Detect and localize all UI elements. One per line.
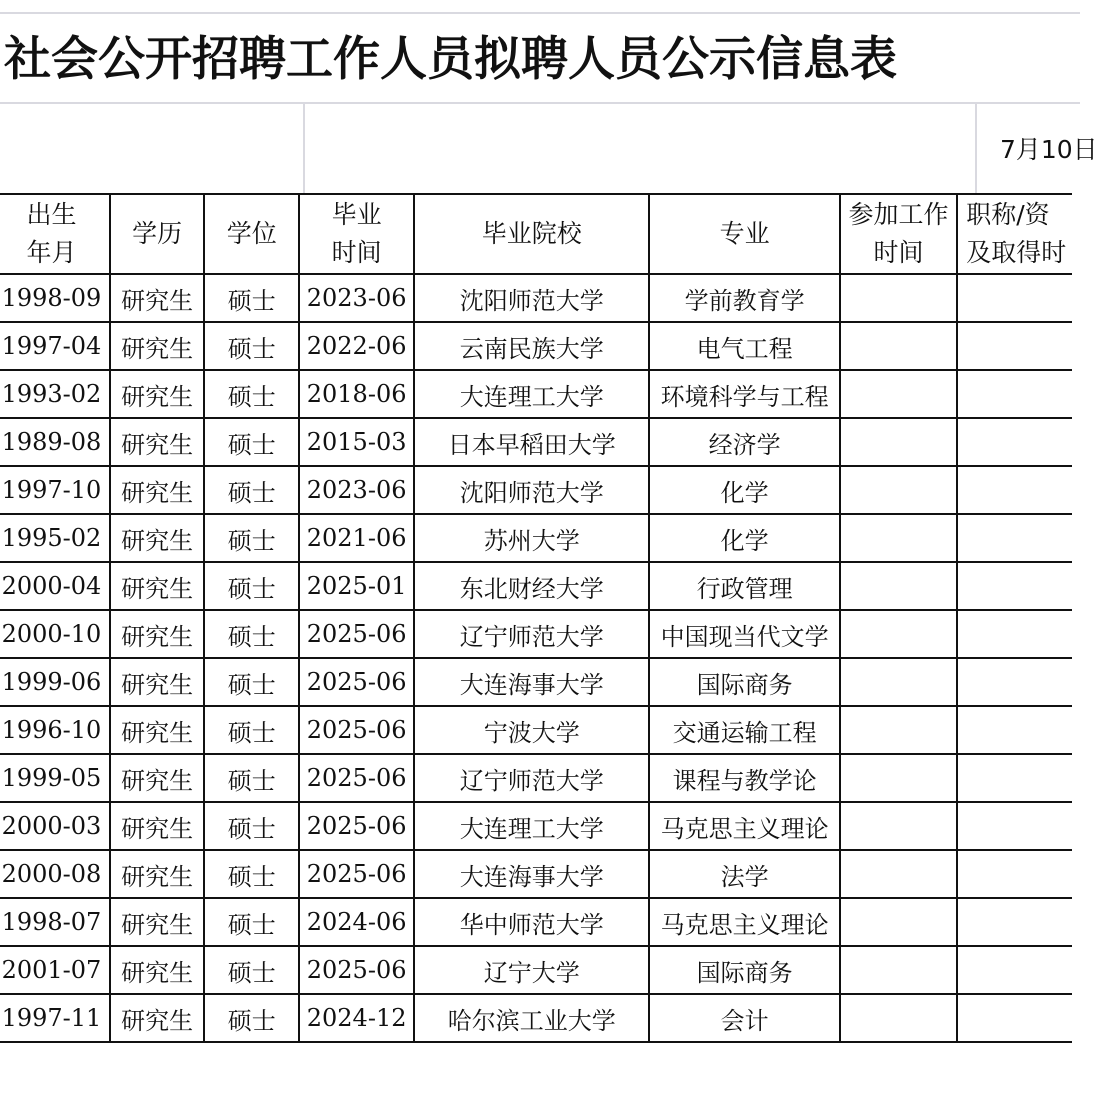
cell-birth: 1999-06	[0, 658, 110, 706]
cell-birth: 1997-04	[0, 322, 110, 370]
cell-birth: 1989-08	[0, 418, 110, 466]
cell-birth: 1993-02	[0, 370, 110, 418]
cell-birth: 2000-10	[0, 610, 110, 658]
cell-title-cert	[957, 802, 1072, 850]
cell-education: 研究生	[110, 802, 205, 850]
cell-school: 辽宁师范大学	[414, 754, 649, 802]
column-header-graduation: 毕业 时间	[299, 194, 414, 274]
cell-degree: 硕士	[204, 946, 299, 994]
cell-education: 研究生	[110, 562, 205, 610]
cell-graduation: 2025-06	[299, 706, 414, 754]
cell-education: 研究生	[110, 850, 205, 898]
table-row	[0, 466, 1072, 514]
cell-major: 经济学	[649, 418, 840, 466]
cell-education: 研究生	[110, 514, 205, 562]
cell-work-start	[840, 610, 957, 658]
cell-graduation: 2022-06	[299, 322, 414, 370]
cell-work-start	[840, 274, 957, 322]
cell-title-cert	[957, 562, 1072, 610]
cell-graduation: 2021-06	[299, 514, 414, 562]
table-row	[0, 754, 1072, 802]
cell-education: 研究生	[110, 610, 205, 658]
cell-school: 大连理工大学	[414, 802, 649, 850]
cell-title-cert	[957, 754, 1072, 802]
cell-title-cert	[957, 706, 1072, 754]
cell-degree: 硕士	[204, 322, 299, 370]
cell-major: 电气工程	[649, 322, 840, 370]
table-row	[0, 898, 1072, 946]
cell-work-start	[840, 706, 957, 754]
cell-work-start	[840, 994, 957, 1042]
cell-school: 华中师范大学	[414, 898, 649, 946]
cell-graduation: 2023-06	[299, 274, 414, 322]
cell-work-start	[840, 370, 957, 418]
cell-work-start	[840, 322, 957, 370]
cell-graduation: 2025-06	[299, 658, 414, 706]
cell-birth: 1995-02	[0, 514, 110, 562]
table-row	[0, 850, 1072, 898]
cell-education: 研究生	[110, 706, 205, 754]
cell-title-cert	[957, 370, 1072, 418]
cell-title-cert	[957, 466, 1072, 514]
cell-school: 辽宁师范大学	[414, 610, 649, 658]
cell-title-cert	[957, 850, 1072, 898]
cell-school: 苏州大学	[414, 514, 649, 562]
cell-birth: 1999-05	[0, 754, 110, 802]
cell-title-cert	[957, 610, 1072, 658]
cell-school: 沈阳师范大学	[414, 466, 649, 514]
cell-birth: 1997-11	[0, 994, 110, 1042]
cell-major: 中国现当代文学	[649, 610, 840, 658]
cell-degree: 硕士	[204, 706, 299, 754]
cell-major: 国际商务	[649, 658, 840, 706]
cell-education: 研究生	[110, 370, 205, 418]
cell-degree: 硕士	[204, 658, 299, 706]
cell-graduation: 2025-01	[299, 562, 414, 610]
cell-school: 云南民族大学	[414, 322, 649, 370]
cell-major: 法学	[649, 850, 840, 898]
table-row	[0, 802, 1072, 850]
cell-work-start	[840, 466, 957, 514]
cell-birth: 1998-09	[0, 274, 110, 322]
cell-graduation: 2024-06	[299, 898, 414, 946]
cell-graduation: 2023-06	[299, 466, 414, 514]
cell-work-start	[840, 850, 957, 898]
cell-graduation: 2015-03	[299, 418, 414, 466]
cell-degree: 硕士	[204, 994, 299, 1042]
cell-education: 研究生	[110, 946, 205, 994]
cell-major: 马克思主义理论	[649, 898, 840, 946]
column-header-work-start: 参加工作 时间	[840, 194, 957, 274]
cell-graduation: 2025-06	[299, 610, 414, 658]
column-header-major: 专业	[649, 194, 840, 274]
cell-graduation: 2025-06	[299, 850, 414, 898]
cell-birth: 1997-10	[0, 466, 110, 514]
table-row	[0, 610, 1072, 658]
band-divider	[975, 102, 977, 194]
cell-work-start	[840, 514, 957, 562]
cell-major: 化学	[649, 466, 840, 514]
cell-school: 哈尔滨工业大学	[414, 994, 649, 1042]
cell-education: 研究生	[110, 994, 205, 1042]
cell-birth: 2001-07	[0, 946, 110, 994]
cell-school: 大连海事大学	[414, 850, 649, 898]
cell-birth: 2000-04	[0, 562, 110, 610]
cell-school: 大连海事大学	[414, 658, 649, 706]
cell-school: 宁波大学	[414, 706, 649, 754]
cell-education: 研究生	[110, 418, 205, 466]
cell-work-start	[840, 562, 957, 610]
candidate-table	[0, 193, 1072, 1043]
cell-work-start	[840, 418, 957, 466]
cell-major: 交通运输工程	[649, 706, 840, 754]
table-row	[0, 562, 1072, 610]
cell-title-cert	[957, 994, 1072, 1042]
table-row	[0, 946, 1072, 994]
cell-education: 研究生	[110, 658, 205, 706]
cell-graduation: 2025-06	[299, 754, 414, 802]
cell-degree: 硕士	[204, 610, 299, 658]
cell-birth: 2000-08	[0, 850, 110, 898]
cell-degree: 硕士	[204, 802, 299, 850]
cell-work-start	[840, 946, 957, 994]
table-row	[0, 994, 1072, 1042]
cell-graduation: 2018-06	[299, 370, 414, 418]
cell-work-start	[840, 802, 957, 850]
cell-major: 国际商务	[649, 946, 840, 994]
table-row	[0, 706, 1072, 754]
cell-degree: 硕士	[204, 898, 299, 946]
cell-major: 马克思主义理论	[649, 802, 840, 850]
top-divider	[0, 12, 1080, 14]
cell-school: 大连理工大学	[414, 370, 649, 418]
cell-degree: 硕士	[204, 466, 299, 514]
cell-work-start	[840, 898, 957, 946]
column-header-education: 学历	[110, 194, 205, 274]
cell-degree: 硕士	[204, 754, 299, 802]
cell-title-cert	[957, 274, 1072, 322]
cell-education: 研究生	[110, 466, 205, 514]
column-header-degree: 学位	[204, 194, 299, 274]
announcement-date: 7月10日	[1000, 135, 1098, 164]
table-header-row	[0, 194, 1072, 274]
cell-birth: 2000-03	[0, 802, 110, 850]
cell-education: 研究生	[110, 274, 205, 322]
cell-title-cert	[957, 514, 1072, 562]
column-header-birth: 出生 年月	[0, 194, 110, 274]
cell-work-start	[840, 658, 957, 706]
cell-major: 学前教育学	[649, 274, 840, 322]
cell-birth: 1996-10	[0, 706, 110, 754]
cell-major: 课程与教学论	[649, 754, 840, 802]
cell-birth: 1998-07	[0, 898, 110, 946]
table-row	[0, 514, 1072, 562]
table-row	[0, 274, 1072, 322]
table-row	[0, 658, 1072, 706]
page-title: 社会公开招聘工作人员拟聘人员公示信息表	[4, 32, 897, 87]
cell-degree: 硕士	[204, 274, 299, 322]
cell-title-cert	[957, 658, 1072, 706]
cell-degree: 硕士	[204, 850, 299, 898]
table-row	[0, 418, 1072, 466]
cell-title-cert	[957, 322, 1072, 370]
cell-education: 研究生	[110, 754, 205, 802]
band-divider	[303, 102, 305, 194]
cell-graduation: 2025-06	[299, 946, 414, 994]
column-header-title-cert: 职称/资 及取得时	[957, 194, 1072, 274]
cell-school: 东北财经大学	[414, 562, 649, 610]
cell-degree: 硕士	[204, 514, 299, 562]
title-divider	[0, 102, 1080, 104]
cell-school: 沈阳师范大学	[414, 274, 649, 322]
cell-degree: 硕士	[204, 562, 299, 610]
table-row	[0, 370, 1072, 418]
column-header-school: 毕业院校	[414, 194, 649, 274]
cell-school: 辽宁大学	[414, 946, 649, 994]
cell-degree: 硕士	[204, 418, 299, 466]
cell-school: 日本早稻田大学	[414, 418, 649, 466]
cell-education: 研究生	[110, 898, 205, 946]
cell-major: 行政管理	[649, 562, 840, 610]
cell-title-cert	[957, 898, 1072, 946]
cell-graduation: 2024-12	[299, 994, 414, 1042]
cell-degree: 硕士	[204, 370, 299, 418]
cell-education: 研究生	[110, 322, 205, 370]
cell-major: 化学	[649, 514, 840, 562]
cell-work-start	[840, 754, 957, 802]
cell-graduation: 2025-06	[299, 802, 414, 850]
cell-major: 环境科学与工程	[649, 370, 840, 418]
cell-title-cert	[957, 946, 1072, 994]
table-row	[0, 322, 1072, 370]
cell-major: 会计	[649, 994, 840, 1042]
cell-title-cert	[957, 418, 1072, 466]
